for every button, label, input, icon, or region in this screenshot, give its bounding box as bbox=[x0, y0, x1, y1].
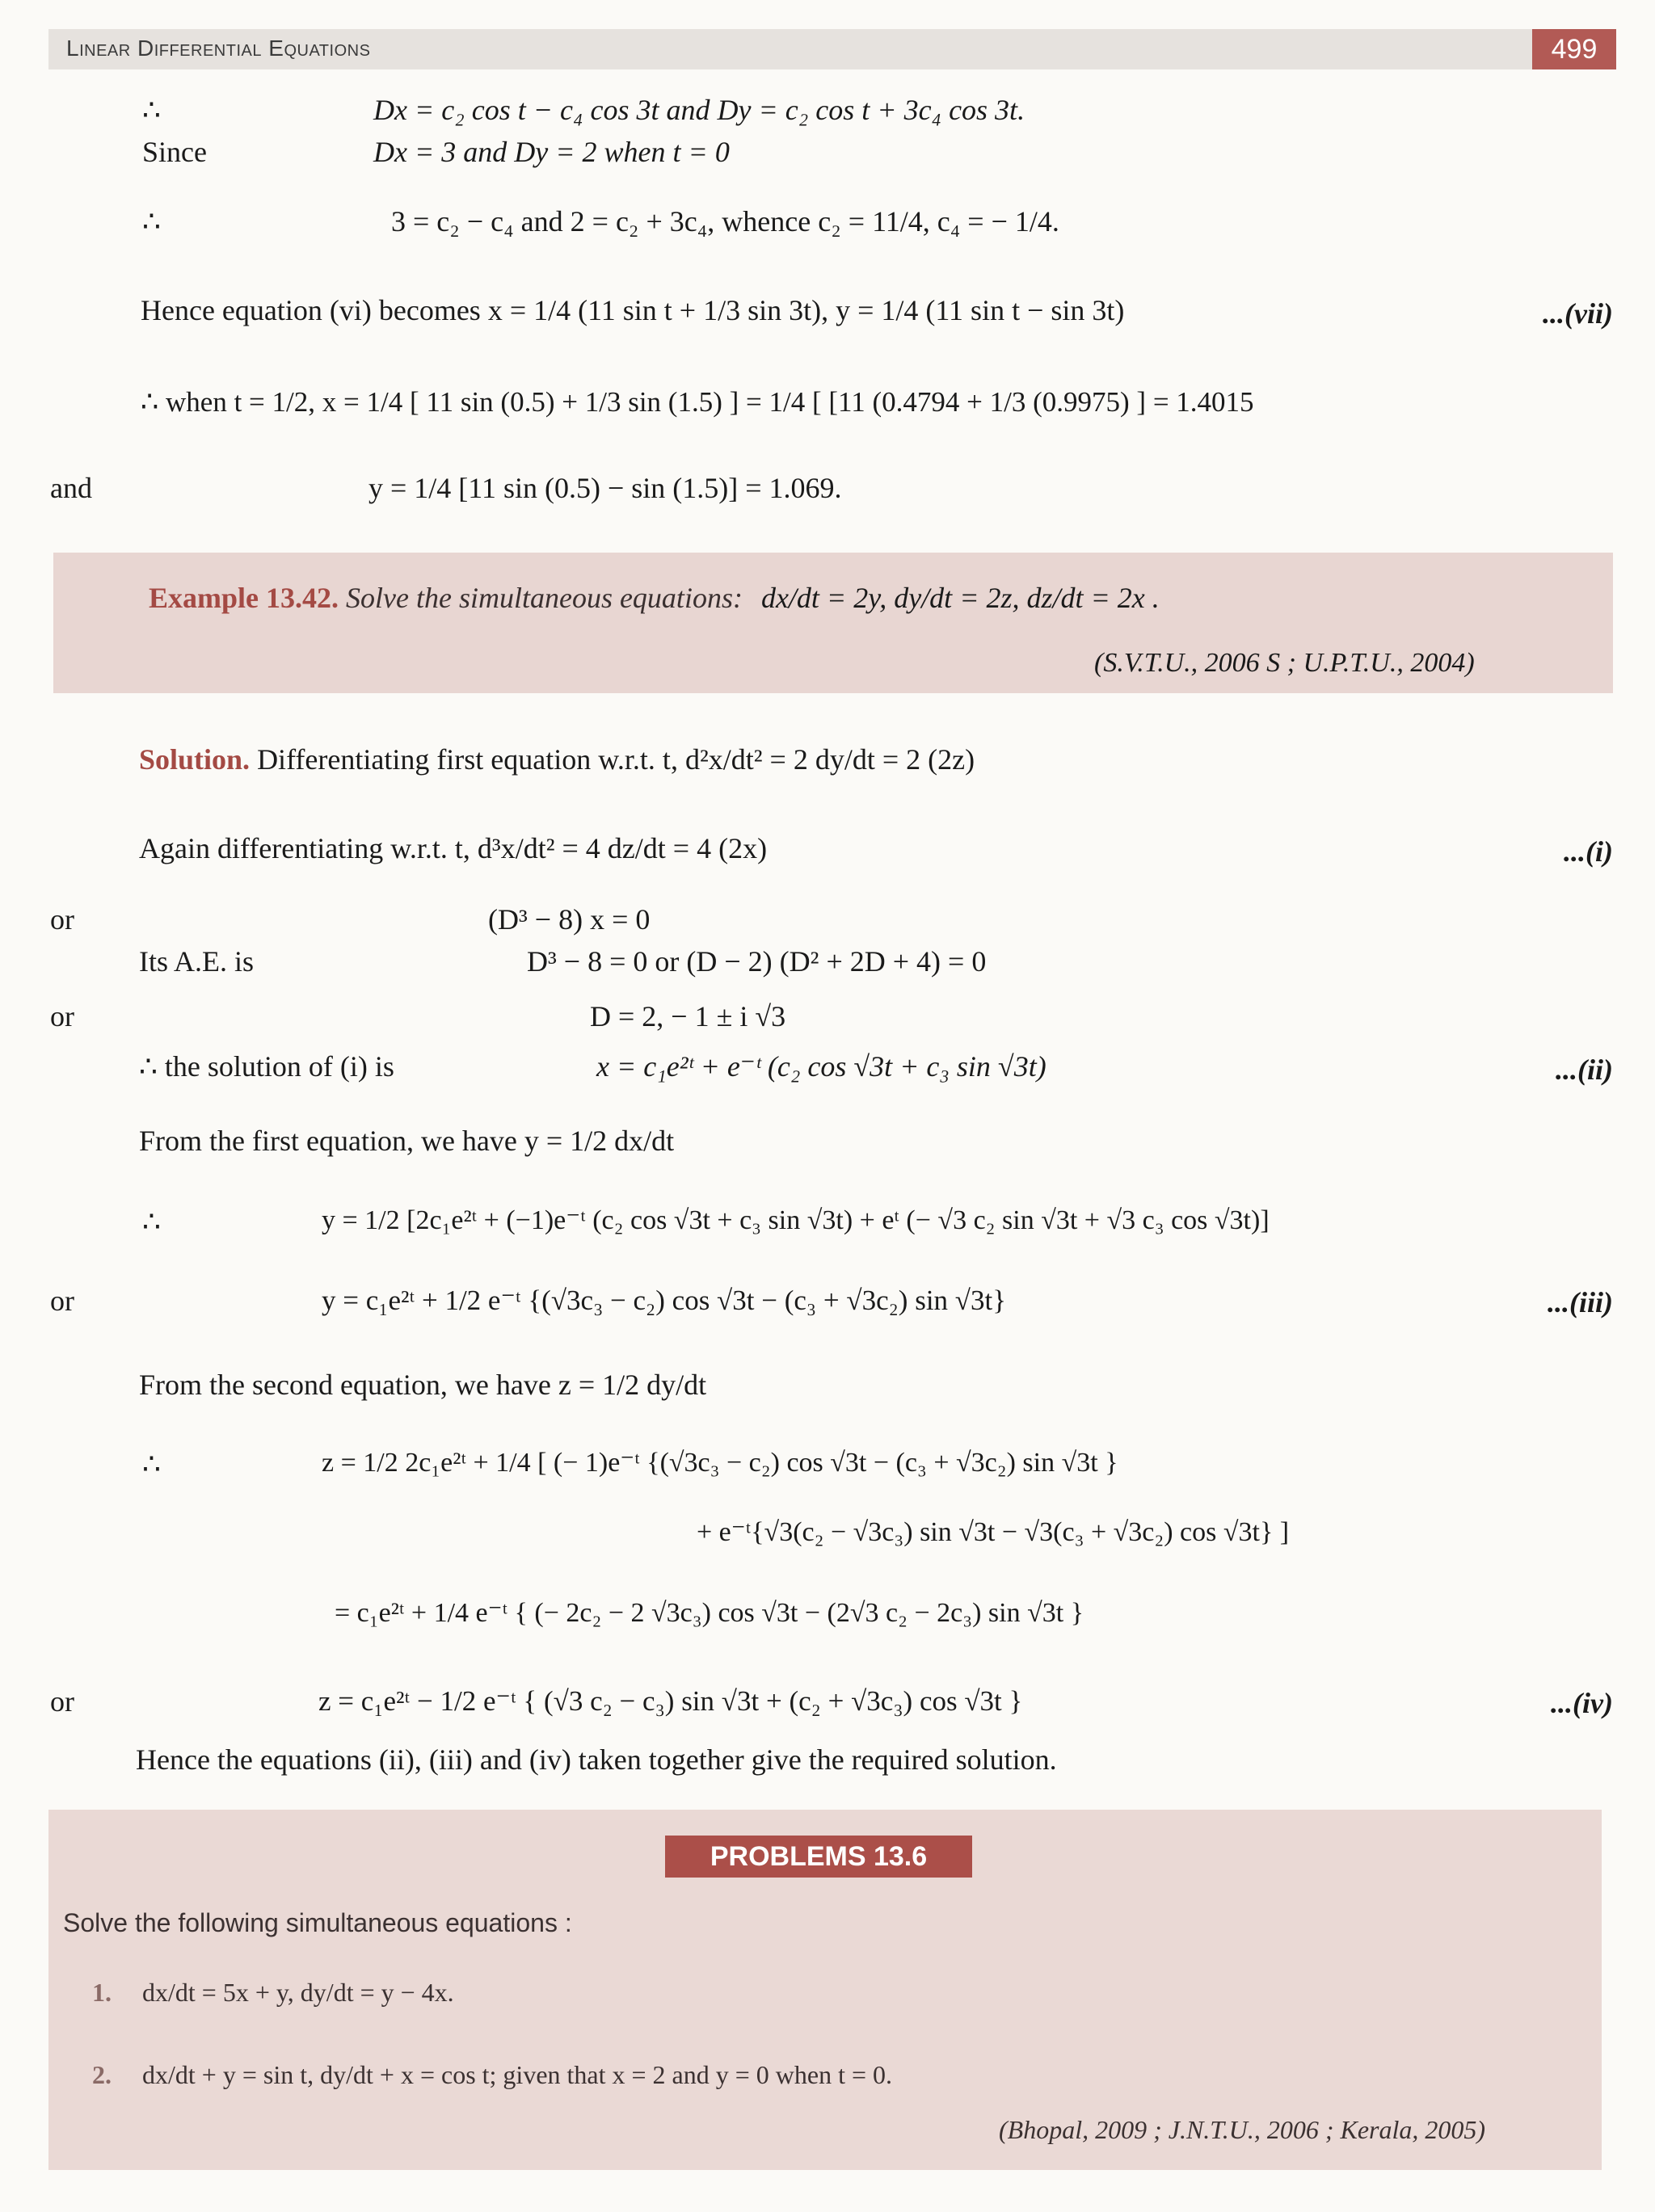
solution-lead: Solution. bbox=[139, 743, 251, 776]
equation-tag: ...(iii) bbox=[1548, 1286, 1613, 1318]
solution-step-2: Again differentiating w.r.t. t, d³x/dt² = 4 dz/dt = 4 (2x) bbox=[139, 832, 768, 864]
problems-heading: PROBLEMS 13.6 bbox=[665, 1836, 972, 1878]
y-solution: y = c₁e²ᵗ + 1/2 e⁻ᵗ {(√3c₃ − c₂) cos √3t − (c₃ + √3c₂) sin √3t} bbox=[322, 1285, 1007, 1316]
z-simplified: = c₁e²ᵗ + 1/4 e⁻ᵗ { (− 2c₂ − 2 √3c₃) cos √3t − (2√3 c₂ − 2c₃) sin √3t } bbox=[335, 1598, 1084, 1628]
equation-tag: ...(vii) bbox=[1543, 297, 1613, 330]
example-question: Solve the simultaneous equations: bbox=[346, 582, 743, 614]
running-header bbox=[48, 29, 1616, 69]
since-label: Since bbox=[142, 136, 207, 168]
therefore-symbol: ∴ bbox=[142, 1448, 161, 1480]
roots-equation: D = 2, − 1 ± i √3 bbox=[590, 1000, 786, 1032]
and-label: and bbox=[50, 472, 92, 504]
or-label: or bbox=[50, 1285, 74, 1317]
initial-conditions: Dx = 3 and Dy = 2 when t = 0 bbox=[373, 136, 730, 168]
equation-vii: Hence equation (vi) becomes x = 1/4 (11 sin t + 1/3 sin 3t), y = 1/4 (11 sin t − sin 3t) bbox=[141, 294, 1125, 326]
x-solution: x = c₁e²ᵗ + e⁻ᵗ (c₂ cos √3t + c₃ sin √3t) bbox=[596, 1050, 1046, 1083]
constants-equation: 3 = c₂ − c₄ and 2 = c₂ + 3c₄, whence c₂ = 11/4, c₄ = − 1/4. bbox=[391, 205, 1059, 238]
therefore-symbol: ∴ bbox=[142, 1205, 161, 1238]
example-lead: Example 13.42. bbox=[149, 582, 339, 614]
solution-of-i-label: ∴ the solution of (i) is bbox=[139, 1050, 394, 1083]
therefore-symbol: ∴ bbox=[142, 94, 161, 126]
or-label: or bbox=[50, 1000, 74, 1032]
auxiliary-equation: D³ − 8 = 0 or (D − 2) (D² + 2D + 4) = 0 bbox=[527, 945, 987, 978]
example-source: (S.V.T.U., 2006 S ; U.P.T.U., 2004) bbox=[1094, 648, 1475, 678]
solution-conclusion: Hence the equations (ii), (iii) and (iv) taken together give the required solution. bbox=[136, 1743, 1057, 1776]
first-equation-y: From the first equation, we have y = 1/2 dx/dt bbox=[139, 1125, 675, 1157]
derivative-equation: Dx = c₂ cos t − c₄ cos 3t and Dy = c₂ cos t + 3c₄ cos 3t. bbox=[373, 94, 1025, 126]
equation-tag: ...(iv) bbox=[1551, 1687, 1613, 1719]
or-label: or bbox=[50, 903, 74, 936]
example-equations: dx/dt = 2y, dy/dt = 2z, dz/dt = 2x . bbox=[760, 582, 1160, 614]
operator-equation: (D³ − 8) x = 0 bbox=[488, 903, 651, 936]
equation-tag: ...(ii) bbox=[1556, 1053, 1613, 1086]
chapter-title: Linear Differential Equations bbox=[66, 36, 371, 61]
second-equation-z: From the second equation, we have z = 1/2 dy/dt bbox=[139, 1369, 707, 1401]
solution-line-1 bbox=[139, 745, 975, 774]
or-label: or bbox=[50, 1685, 74, 1718]
x-value-line: ∴ when t = 1/2, x = 1/4 [ 11 sin (0.5) + 1/3 sin (1.5) ] = 1/4 [ [11 (0.4794 + 1/3 (0.9975) ] = 1.4015 bbox=[141, 386, 1254, 418]
page-number: 499 bbox=[1532, 29, 1616, 69]
problem-text: dx/dt = 5x + y, dy/dt = y − 4x. bbox=[142, 1978, 454, 2007]
problem-number: 2. bbox=[92, 2060, 112, 2089]
ae-label: Its A.E. is bbox=[139, 945, 255, 978]
problems-source: (Bhopal, 2009 ; J.N.T.U., 2006 ; Kerala, 2005) bbox=[999, 2115, 1486, 2144]
solution-step-1: Differentiating first equation w.r.t. t, d²x/dt² = 2 dy/dt = 2 (2z) bbox=[257, 743, 975, 776]
problems-intro: Solve the following simultaneous equations : bbox=[63, 1908, 572, 1937]
problem-number: 1. bbox=[92, 1978, 112, 2007]
therefore-symbol: ∴ bbox=[142, 205, 161, 238]
z-expansion-2: + e⁻ᵗ{√3(c₂ − √3c₃) sin √3t − √3(c₃ + √3c₂) cos √3t} ] bbox=[697, 1517, 1290, 1547]
problem-text: dx/dt + y = sin t, dy/dt + x = cos t; given that x = 2 and y = 0 when t = 0. bbox=[142, 2060, 893, 2089]
example-statement bbox=[149, 583, 1160, 612]
y-expansion: y = 1/2 [2c₁e²ᵗ + (−1)e⁻ᵗ (c₂ cos √3t + c₃ sin √3t) + eᵗ (− √3 c₂ sin √3t + √3 c₃ cos √3t)] bbox=[322, 1205, 1270, 1235]
z-expansion-1: z = 1/2 2c₁e²ᵗ + 1/4 [ (− 1)e⁻ᵗ {(√3c₃ − c₂) cos √3t − (c₃ + √3c₂) sin √3t } bbox=[322, 1448, 1118, 1478]
equation-tag: ...(i) bbox=[1564, 835, 1613, 868]
z-solution: z = c₁e²ᵗ − 1/2 e⁻ᵗ { (√3 c₂ − c₃) sin √3t + (c₂ + √3c₃) cos √3t } bbox=[318, 1685, 1023, 1717]
y-value-line: y = 1/4 [11 sin (0.5) − sin (1.5)] = 1.069. bbox=[368, 472, 842, 504]
